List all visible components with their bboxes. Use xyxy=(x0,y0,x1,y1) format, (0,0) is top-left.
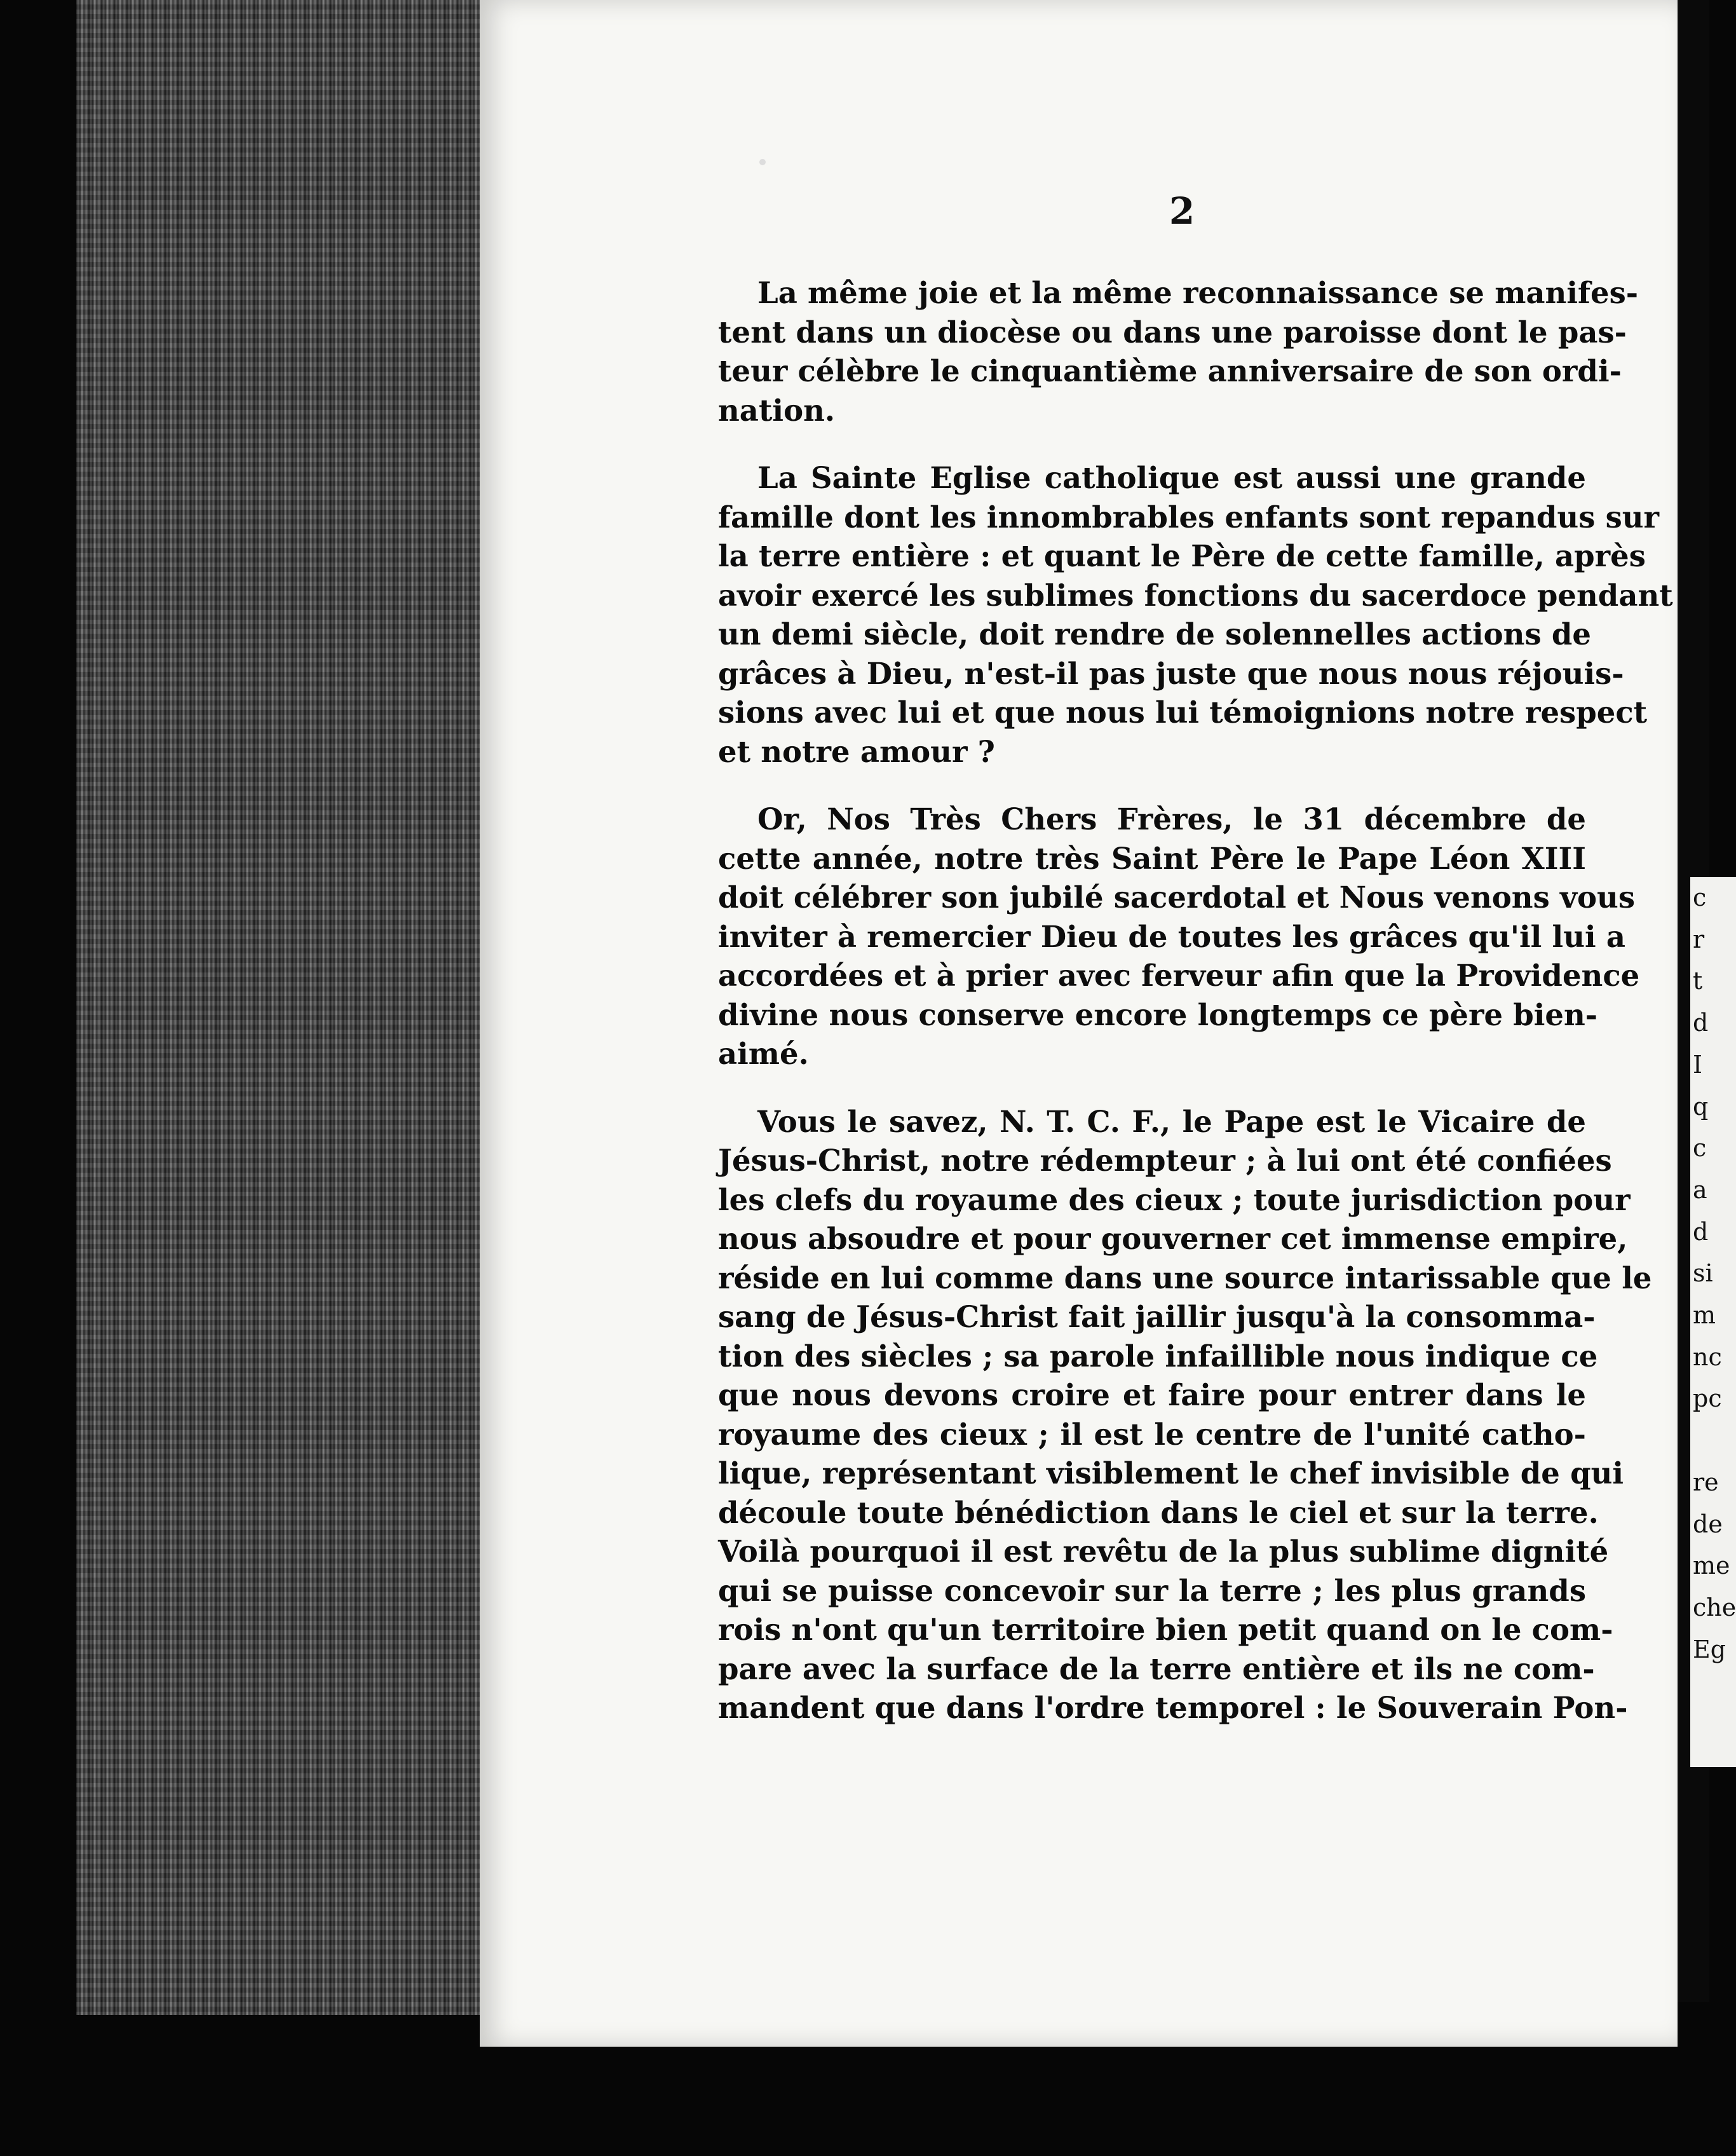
facing-page-text-fragment: re xyxy=(1693,1468,1719,1496)
facing-page-text-fragment: a xyxy=(1693,1175,1707,1204)
facing-page-text-fragment: r xyxy=(1693,925,1705,953)
text-line: sions avec lui et que nous lui témoignions notre respect xyxy=(718,695,1648,730)
text-line: La Sainte Eglise catholique est aussi une grande xyxy=(757,460,1586,495)
facing-page-text-fragment: de xyxy=(1693,1510,1723,1538)
text-line: et notre amour ? xyxy=(718,733,995,769)
text-line: réside en lui comme dans une source intarissable que le xyxy=(718,1260,1652,1295)
facing-page-text-fragment: m xyxy=(1693,1301,1716,1330)
text-line: Voilà pourquoi il est revêtu de la plus sublime dignité xyxy=(718,1534,1609,1569)
facing-page-text-fragment: d xyxy=(1693,1217,1709,1246)
paragraph-1 xyxy=(718,273,1639,430)
text-line: tion des siècles ; sa parole infaillible nous indique ce xyxy=(718,1338,1598,1374)
facing-page-text-fragment: c xyxy=(1693,884,1707,911)
text-line: teur célèbre le cinquantième anniversaire de son ordi- xyxy=(718,353,1622,388)
text-line: nation. xyxy=(718,392,836,428)
text-line: lique, représentant visiblement le chef invisible de qui xyxy=(718,1456,1624,1491)
text-line: nous absoudre et pour gouverner cet immense empire, xyxy=(718,1221,1628,1256)
text-line: pare avec la surface de la terre entière et ils ne com- xyxy=(718,1651,1595,1686)
facing-page-text-fragment: pc xyxy=(1693,1384,1722,1413)
text-line: les clefs du royaume des cieux ; toute jurisdiction pour xyxy=(718,1182,1631,1217)
text-line: Or, Nos Très Chers Frères, le 31 décembre de xyxy=(757,802,1586,836)
text-line: mandent que dans l'ordre temporel : le Souverain Pon- xyxy=(718,1690,1628,1725)
text-line: inviter à remercier Dieu de toutes les grâces qu'il lui a xyxy=(718,918,1625,954)
book-page-edges xyxy=(76,0,483,2015)
facing-page-text-fragment: d xyxy=(1693,1009,1709,1037)
paragraph-2 xyxy=(718,458,1673,771)
text-line: grâces à Dieu, n'est-il pas juste que nous nous réjouis- xyxy=(718,655,1624,691)
facing-page-text-fragment xyxy=(1690,1420,1736,1462)
text-line: famille dont les innombrables enfants sont repandus sur xyxy=(718,499,1660,535)
text-line: accordées et à prier avec ferveur afin que la Providence xyxy=(718,958,1640,993)
facing-page-text-fragment: nc xyxy=(1693,1342,1722,1371)
text-line: découle toute bénédiction dans le ciel et sur la terre. xyxy=(718,1494,1599,1530)
text-line: Vous le savez, N. T. C. F., le Pape est le Vicaire de xyxy=(757,1103,1586,1139)
text-line: tent dans un diocèse ou dans une paroisse dont le pas- xyxy=(718,314,1627,350)
text-line: cette année, notre très Saint Père le Pape Léon XIII xyxy=(718,840,1586,876)
text-line: avoir exercé les sublimes fonctions du sacerdoce pendant xyxy=(718,577,1673,613)
text-line: la terre entière : et quant le Père de cette famille, après xyxy=(718,538,1646,573)
paragraph-4 xyxy=(718,1102,1652,1728)
facing-page-text-fragment: che xyxy=(1693,1593,1736,1621)
text-line: qui se puisse concevoir sur la terre ; les plus grands xyxy=(718,1573,1586,1608)
text-line: royaume des cieux ; il est le centre de l'unité catho- xyxy=(718,1416,1586,1452)
facing-page-text-fragment: c xyxy=(1693,1134,1707,1163)
text-line: Jésus-Christ, notre rédempteur ; à lui ont été confiées xyxy=(718,1143,1612,1178)
facing-page-text-fragment: I xyxy=(1693,1050,1703,1079)
text-line: La même joie et la même reconnaissance se manifes- xyxy=(757,275,1639,310)
paragraph-3 xyxy=(718,800,1640,1074)
text-line: sang de Jésus-Christ fait jaillir jusqu'à la consomma- xyxy=(718,1299,1596,1334)
page-body xyxy=(718,273,1673,1756)
text-line: un demi siècle, doit rendre de solennelles actions de xyxy=(718,617,1591,652)
facing-page-text-fragment: si xyxy=(1693,1259,1713,1288)
facing-page-text-fragment: q xyxy=(1693,1092,1709,1121)
facing-page-text-fragment: t xyxy=(1693,967,1703,995)
text-line: divine nous conserve encore longtemps ce père bien- xyxy=(718,997,1598,1032)
page-number: 2 xyxy=(1169,189,1195,233)
text-line: que nous devons croire et faire pour entrer dans le xyxy=(718,1377,1586,1412)
text-line: aimé. xyxy=(718,1036,809,1071)
facing-page-fragment xyxy=(1690,877,1736,1767)
text-line: rois n'ont qu'un territoire bien petit quand on le com- xyxy=(718,1612,1613,1647)
text-line: doit célébrer son jubilé sacerdotal et Nous venons vous xyxy=(718,880,1635,915)
facing-page-text-fragment: me xyxy=(1693,1552,1730,1580)
facing-page-text-fragment: Eg xyxy=(1693,1635,1726,1663)
